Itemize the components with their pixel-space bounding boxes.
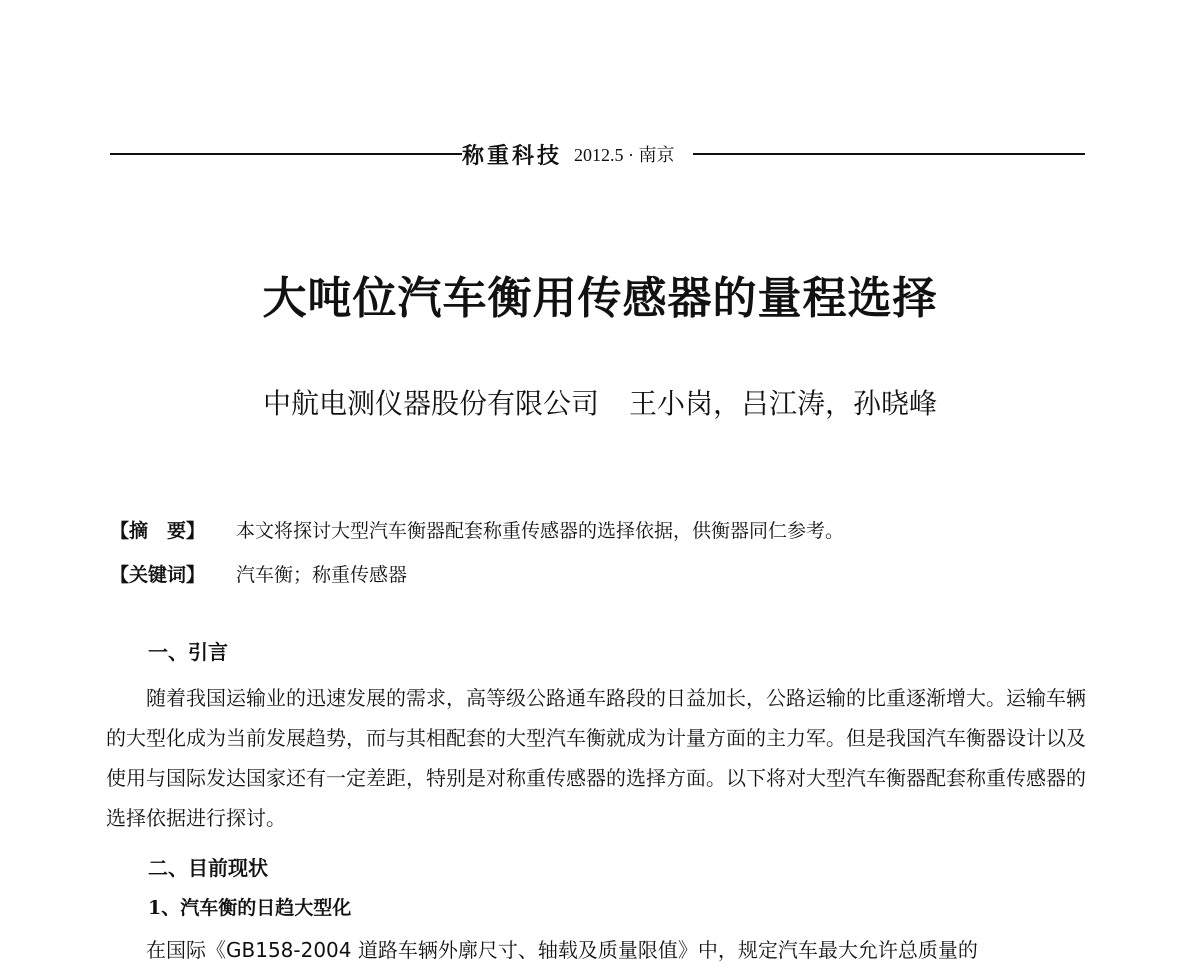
journal-name: 称重科技 xyxy=(462,143,563,169)
section-heading-status: 二、目前现状 xyxy=(148,856,268,880)
subsection-heading-trend: 1、汽车衡的日趋大型化 xyxy=(148,897,352,919)
running-header xyxy=(110,136,1085,172)
trend-paragraph: 在国际《GB158-2004 道路车辆外廓尺寸、轴载及质量限值》中，规定汽车最大允许总质量的 xyxy=(146,938,978,962)
intro-paragraph: 随着我国运输业的迅速发展的需求，高等级公路通车路段的日益加长，公路运输的比重逐渐增大。运输车辆的大型化成为当前发展趋势，而与其相配套的大型汽车衡就成为计量方面的主力军。但是我国汽车衡器设计以及使用与国际发达国家还有一定差距，特别是对称重传感器的选择方面。以下将对大型汽车衡器配套称重传感器的选择依据进行探讨。 xyxy=(106,686,1086,830)
keywords-row xyxy=(110,560,407,587)
keywords-label: 【关键词】 xyxy=(110,564,206,586)
paper-title: 大吨位汽车衡用传感器的量程选择 xyxy=(262,273,938,324)
author-organization: 中航电测仪器股份有限公司 xyxy=(262,387,599,420)
keywords-text: 汽车衡；称重传感器 xyxy=(236,564,408,586)
abstract-text: 本文将探讨大型汽车衡器配套称重传感器的选择依据，供衡器同仁参考。 xyxy=(236,520,845,542)
abstract-label: 【摘 要】 xyxy=(110,520,206,542)
header-rule-right xyxy=(693,153,1085,155)
abstract-row xyxy=(110,516,844,543)
section-heading-intro: 一、引言 xyxy=(148,640,228,664)
header-rule-left xyxy=(110,153,462,155)
author-names: 王小岗，吕江涛，孙晓峰 xyxy=(629,387,938,420)
author-line xyxy=(0,382,1200,422)
journal-issue: 2012.5 · 南京 xyxy=(574,145,675,165)
